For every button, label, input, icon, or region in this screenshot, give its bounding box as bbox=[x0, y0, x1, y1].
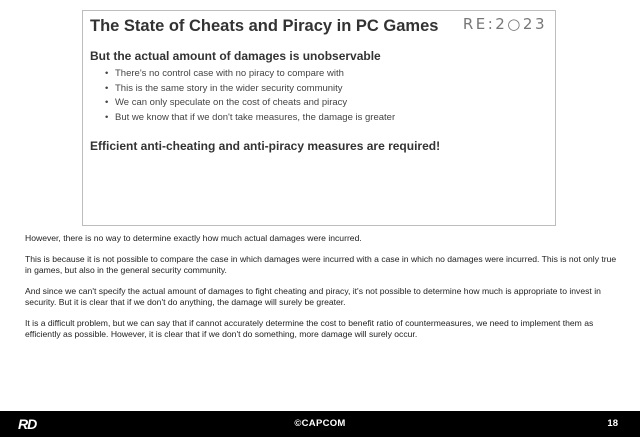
re2023-logo: RE:2○23 bbox=[462, 15, 547, 33]
section-heading-measures: Efficient anti-cheating and anti-piracy measures are required! bbox=[90, 139, 441, 153]
bullet-item: • There's no control case with no piracy to compare with bbox=[105, 67, 395, 82]
note-paragraph: However, there is no way to determine exactly how much actual damages were incurred. bbox=[25, 233, 362, 243]
bullet-list bbox=[105, 67, 395, 125]
bullet-item: • We can only speculate on the cost of cheats and piracy bbox=[105, 96, 395, 111]
footer-bar bbox=[0, 411, 640, 437]
section-heading-unobservable: But the actual amount of damages is unobservable bbox=[90, 49, 381, 63]
speaker-notes bbox=[25, 233, 617, 350]
re-engine-logo: RD bbox=[18, 416, 37, 432]
slide-title: The State of Cheats and Piracy in PC Games bbox=[90, 17, 439, 35]
note-paragraph: This is because it is not possible to compare the case in which damages were incurred with a case in which no damages were incurred. This is not only true in games, but also in the general security community. bbox=[25, 254, 617, 275]
bullet-item: • But we know that if we don't take measures, the damage is greater bbox=[105, 111, 395, 126]
copyright-text: ©CAPCOM bbox=[294, 418, 346, 429]
slide-frame bbox=[82, 10, 556, 226]
note-paragraph: And since we can't specify the actual amount of damages to fight cheating and piracy, it's not possible to determine how much is appropriate to invest in security. But it is clear that if we don't do anything, the damage will surely be greater. bbox=[25, 286, 601, 307]
note-paragraph: It is a difficult problem, but we can say that if cannot accurately determine the cost to benefit ratio of countermeasures, we need to implement them as efficiently as possible. However, it is clear that if we don't do something, more damage will surely occur. bbox=[25, 318, 594, 339]
page-number: 18 bbox=[607, 418, 618, 429]
bullet-item: • This is the same story in the wider security community bbox=[105, 82, 395, 97]
